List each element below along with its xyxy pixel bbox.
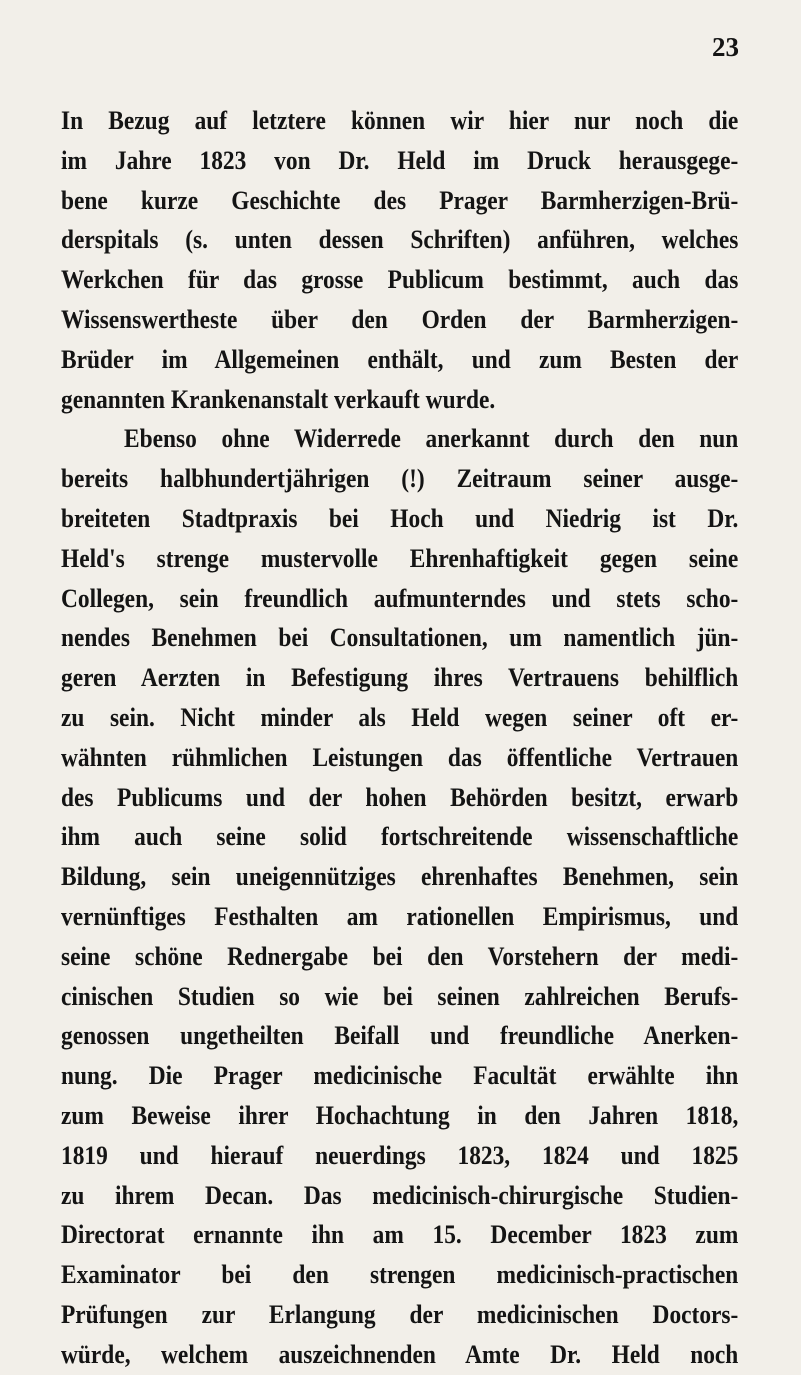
- text-line: Prüfungen zur Erlangung der medicinischen Doctors-: [61, 1299, 739, 1329]
- text-line: Werkchen für das grosse Publicum bestimmt, auch das: [61, 265, 739, 295]
- text-line: zum Beweise ihrer Hochachtung in den Jahren 1818,: [61, 1100, 739, 1130]
- text-line: im Jahre 1823 von Dr. Held im Druck herausgege-: [61, 145, 739, 175]
- text-line: Wissenswertheste über den Orden der Barmherzigen-: [61, 304, 739, 334]
- text-line: Collegen, sein freundlich aufmunterndes und stets scho-: [61, 583, 739, 613]
- text-line: cinischen Studien so wie bei seinen zahlreichen Berufs-: [61, 981, 739, 1011]
- text-line: Bildung, sein uneigennütziges ehrenhaftes Benehmen, sein: [61, 862, 739, 892]
- text-line: des Publicums und der hohen Behörden besitzt, erwarb: [61, 782, 739, 812]
- text-line: 1819 und hierauf neuerdings 1823, 1824 und 1825: [61, 1140, 739, 1170]
- paragraph-end-line: genannten Krankenanstalt verkauft wurde.: [61, 384, 496, 414]
- text-line: Held's strenge mustervolle Ehrenhaftigkeit gegen seine: [61, 543, 739, 573]
- page-number: 23: [712, 32, 739, 62]
- body-text: [61, 101, 739, 1375]
- text-line: breiteten Stadtpraxis bei Hoch und Niedrig ist Dr.: [61, 503, 739, 533]
- text-line: derspitals (s. unten dessen Schriften) anführen, welches: [61, 225, 739, 255]
- text-line: würde, welchem auszeichnenden Amte Dr. Held noch: [61, 1339, 739, 1369]
- text-line: bene kurze Geschichte des Prager Barmherzigen-Brü-: [61, 185, 739, 215]
- text-line: nendes Benehmen bei Consultationen, um namentlich jün-: [61, 623, 739, 653]
- text-line: In Bezug auf letztere können wir hier nur noch die: [61, 106, 739, 135]
- text-line: Ebenso ohne Widerrede anerkannt durch den nun: [124, 424, 739, 454]
- text-line: nung. Die Prager medicinische Facultät erwählte ihn: [61, 1061, 739, 1091]
- text-line: bereits halbhundertjährigen (!) Zeitraum seiner ausge-: [61, 464, 739, 494]
- text-line: Examinator bei den strengen medicinisch-practischen: [61, 1260, 739, 1290]
- text-line: seine schöne Rednergabe bei den Vorstehern der medi-: [61, 941, 739, 971]
- text-line: wähnten rühmlichen Leistungen das öffentliche Vertrauen: [61, 742, 739, 772]
- text-line: Brüder im Allgemeinen enthält, und zum Besten der: [61, 344, 739, 374]
- text-line: vernünftiges Festhalten am rationellen Empirismus, und: [61, 901, 739, 931]
- text-line: ihm auch seine solid fortschreitende wissenschaftliche: [61, 822, 739, 852]
- text-line: genossen ungetheilten Beifall und freundliche Anerken-: [61, 1021, 739, 1051]
- text-line: Directorat ernannte ihn am 15. December 1823 zum: [61, 1220, 739, 1250]
- text-line: zu sein. Nicht minder als Held wegen seiner oft er-: [61, 702, 739, 732]
- text-line: geren Aerzten in Befestigung ihres Vertrauens behilflich: [61, 663, 739, 693]
- text-line: zu ihrem Decan. Das medicinisch-chirurgische Studien-: [61, 1180, 739, 1210]
